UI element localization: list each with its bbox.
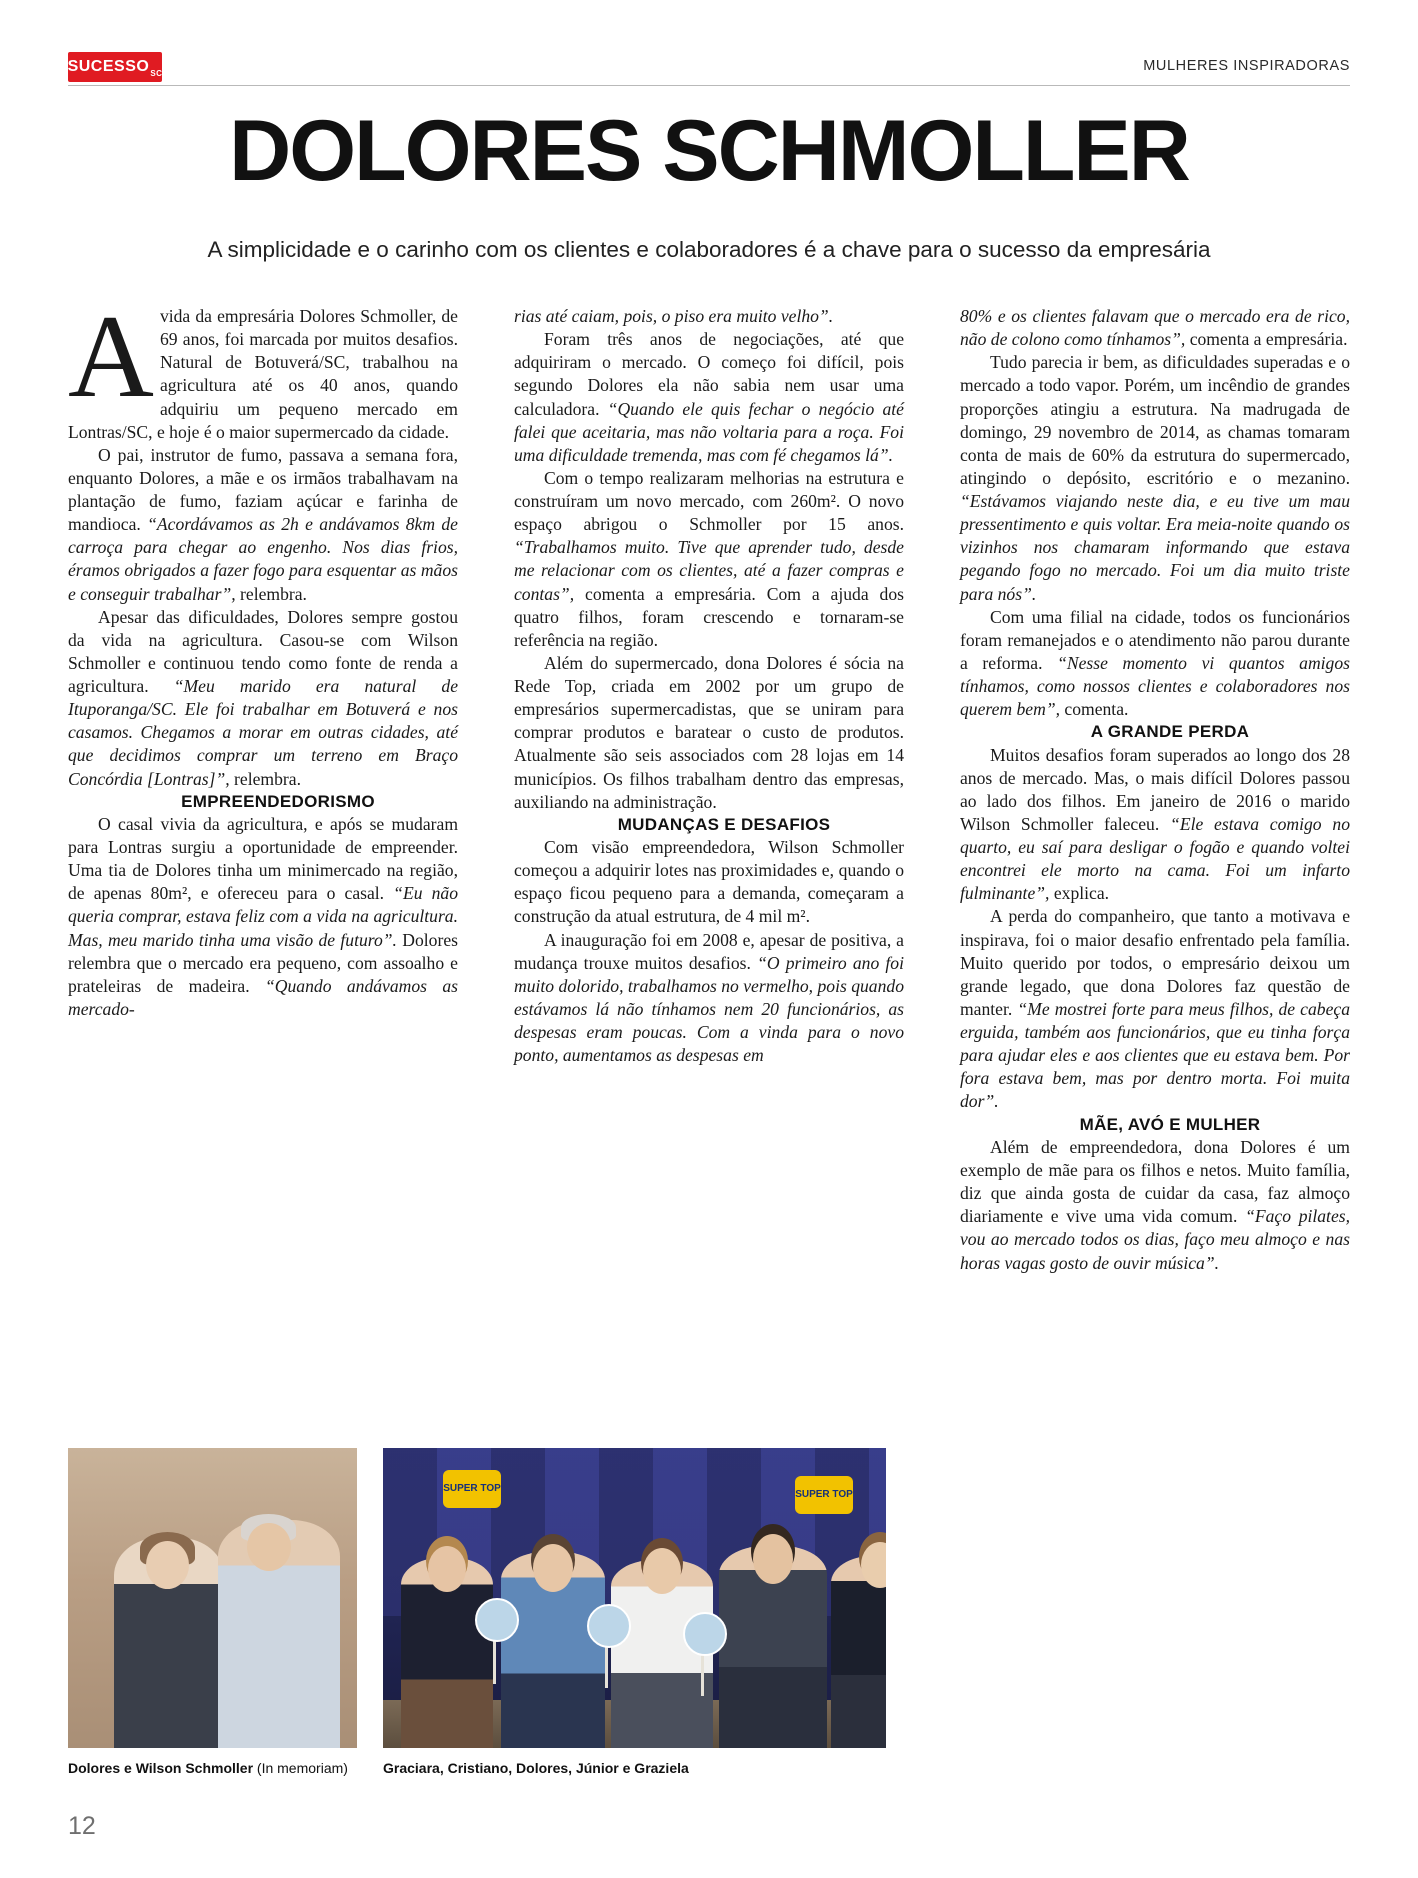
- quote-text: “Nesse momento vi quantos amigos tínhamos, como nossos clientes e colaboradores nos querem bem”,: [960, 652, 1350, 720]
- paragraph-text: comenta a empresária. Com a ajuda dos quatro filhos, foram crescendo e tornaram-se referência na região.: [514, 583, 904, 650]
- photo-caption-2: [383, 1760, 903, 1776]
- paragraph-text: comenta.: [1060, 699, 1129, 720]
- page-title: DOLORES SCHMOLLER: [229, 103, 1189, 199]
- photo-head-3: [643, 1548, 681, 1594]
- paragraph: [960, 305, 1350, 351]
- quote-text: “Me mostrei forte para meus filhos, de cabeça erguida, também aos funcionários, que eu tinha força para ajudar eles e aos clientes que eu estava bem. Por fora estava bem, mas por dentro morta. Foi muita dor”.: [960, 998, 1350, 1112]
- paragraph-text: Dolores relembra que o mercado era pequeno, com assoalho e prateleiras de madeira.: [68, 929, 458, 996]
- photo-face-left: [146, 1541, 189, 1589]
- masthead: [68, 52, 1350, 86]
- logo-text: SUCESSO: [67, 58, 150, 75]
- paragraph-text: O pai, instrutor de fumo, passava a semana fora, enquanto Dolores, a mãe e os irmãos trabalhavam na plantação de fumo, faziam açúcar e farinha de mandioca.: [68, 444, 458, 535]
- paragraph-text: Muitos desafios foram superados ao longo dos 28 anos de mercado. Mas, o mais difícil Dolores passou ao lado dos filhos. Em janeiro de 2016 o marido Wilson Schmoller faleceu.: [960, 744, 1350, 834]
- section-heading-mudancas: MUDANÇAS E DESAFIOS: [617, 814, 831, 834]
- section-heading-empreendedorismo: EMPREENDEDORISMO: [181, 791, 375, 811]
- logo-label: SUPER TOP: [795, 1489, 853, 1500]
- quote-text: “Estávamos viajando neste dia, e eu tive um mau pressentimento e quis voltar. Era meia-noite quando os vizinhos nos chamaram informando que estava pegando fogo no mercado. Foi um dia muito triste para nós”.: [960, 491, 1350, 604]
- quote-text: “Eu não queria comprar, estava feliz com a vida na agricultura. Mas, meu marido tinha uma visão de futuro”.: [68, 883, 458, 950]
- paragraph: [514, 467, 904, 652]
- caption-names: Graciara, Cristiano, Dolores, Júnior e Graziela: [383, 1760, 689, 1776]
- paragraph: [960, 744, 1350, 906]
- section-label: MULHERES INSPIRADORAS: [1143, 58, 1350, 74]
- paragraph-text: O casal vivia da agricultura, e após se mudaram para Lontras surgiu a oportunidade de empreender. Uma tia de Dolores tinha um minimercado na região, de apenas 80m², e ofereceu para o casal.: [68, 813, 458, 904]
- paragraph: [514, 328, 904, 467]
- paragraph-text: vida da empresária Dolores Schmoller, de 69 anos, foi marcada por muitos desafios. Natural de Botuverá/SC, trabalhou na agricultura até os 40 anos, quando adquiriu um pequeno mercado em Lontras/SC, e hoje é o maior supermercado da cidade.: [68, 306, 458, 442]
- quote-text: “Ele estava comigo no quarto, eu saí para desligar o fogão e quando voltei encontrei ele morto na cama. Foi um infarto fulminante”,: [960, 813, 1350, 904]
- photo-head-4: [753, 1534, 793, 1584]
- paragraph-text: Tudo parecia ir bem, as dificuldades superadas e o mercado a todo vapor. Porém, um incêndio de grandes proporções atingiu a estrutura. Na madrugada de domingo, 29 novembro de 2014, as chamas tomaram conta de mais de 60% da estrutura do supermercado, atingindo o depósito, escritório e o mezanino.: [960, 352, 1350, 488]
- quote-text: “Quando ele quis fechar o negócio até falei que aceitaria, mas não voltaria para a roça. Foi uma dificuldade tremenda, mas com fé chegamos lá”.: [514, 398, 904, 465]
- paragraph-text: Foram três anos de negociações, até que adquiriram o mercado. O começo foi difícil, pois segundo Dolores ela não sabia nem usar uma calculadora.: [514, 329, 904, 419]
- photo-caption-1: [68, 1760, 368, 1776]
- quote-text: “Quando andávamos as mercado-: [68, 975, 458, 1019]
- caption-note: (In memoriam): [253, 1760, 348, 1776]
- paragraph: [960, 351, 1350, 605]
- paragraph-text: Além do supermercado, dona Dolores é sócia na Rede Top, criada em 2002 por um grupo de empresários supermercadistas, que se uniram para comprar produtos e baratear o custo de produtos. Atualmente são seis associados com 28 lojas em 14 municípios. Os filhos trabalham dentro das empresas, auxiliando na administração.: [514, 652, 904, 812]
- section-heading-mae-avo-mulher: MÃE, AVÓ E MULHER: [1079, 1114, 1261, 1134]
- article-column-1: [68, 290, 458, 1021]
- quote-text: 80% e os clientes falavam que o mercado era de rico, não de colono como tínhamos”,: [960, 306, 1350, 350]
- quote-text: “O primeiro ano foi muito dolorido, trabalhamos no vermelho, pois quando estávamos lá não tínhamos nem 20 funcionários, as despesas eram poucas. Com a vinda para o novo ponto, aumentamos as despesas em: [514, 952, 904, 1066]
- paragraph: [514, 836, 904, 929]
- article-column-2: [514, 305, 904, 1067]
- photo-prop-sign-3: [683, 1612, 727, 1656]
- sucesso-logo: [68, 52, 162, 82]
- paragraph: [960, 905, 1350, 1113]
- photo-family-group: [383, 1448, 886, 1748]
- photo-prop-sign-1: [475, 1598, 519, 1642]
- logo-subtext: SC: [150, 69, 163, 78]
- photo-head-2: [533, 1544, 573, 1592]
- paragraph: [68, 813, 458, 1021]
- drop-cap: A: [68, 290, 154, 422]
- paragraph-text: Com uma filial na cidade, todos os funcionários foram remanejados e o atendimento não parou durante a reforma.: [960, 606, 1350, 673]
- paragraph: [514, 305, 904, 328]
- header-divider: [68, 85, 1350, 86]
- paragraph-text: Apesar das dificuldades, Dolores sempre gostou da vida na agricultura. Casou-se com Wilson Schmoller e continuou tendo como fonte de renda a agricultura.: [68, 606, 458, 696]
- paragraph: [514, 929, 904, 1068]
- photo-dolores-wilson: [68, 1448, 357, 1748]
- paragraph: [68, 444, 458, 606]
- paragraph-text: Com o tempo realizaram melhorias na estrutura e construíram um novo mercado, com 260m². O novo espaço abrigou o Schmoller por 15 anos.: [514, 467, 904, 535]
- article-column-3: [960, 305, 1350, 1275]
- paragraph-text: relembra.: [235, 583, 307, 604]
- paragraph: [68, 290, 458, 444]
- quote-text: “Faço pilates, vou ao mercado todos os dias, faço meu almoço e nas horas vagas gosto de ouvir música”.: [960, 1206, 1351, 1273]
- quote-text: rias até caiam, pois, o piso era muito velho”.: [514, 306, 834, 326]
- super-top-logo-right: [795, 1476, 853, 1514]
- paragraph: [960, 606, 1350, 722]
- paragraph: [68, 606, 458, 791]
- paragraph-text: explica.: [1049, 883, 1110, 904]
- paragraph-text: Além de empreendedora, dona Dolores é um exemplo de mãe para os filhos e netos. Muito família, diz que ainda gosta de cuidar da casa, faz almoço diariamente e vive uma vida comum.: [960, 1136, 1350, 1227]
- page-number: 12: [68, 1812, 96, 1840]
- caption-names: Dolores e Wilson Schmoller: [68, 1760, 254, 1776]
- super-top-logo-left: [443, 1470, 501, 1508]
- photo-head-1: [428, 1546, 466, 1592]
- page-subtitle: A simplicidade e o carinho com os clientes e colaboradores é a chave para o sucesso da empresária: [207, 237, 1211, 262]
- paragraph-text: A perda do companheiro, que tanto a motivava e inspirava, foi o maior desafio enfrentado pela família. Muito querido por todos, o empresário deixou um grande legado, que dona Dolores faz questão de manter.: [960, 906, 1350, 1019]
- section-heading-grande-perda: A GRANDE PERDA: [1090, 722, 1250, 742]
- quote-text: “Acordávamos as 2h e andávamos 8km de carroça para chegar ao engenho. Nos dias frios, éramos obrigados a fazer fogo para esquentar as mãos e conseguir trabalhar”,: [68, 514, 458, 604]
- quote-text: “Meu marido era natural de Ituporanga/SC. Ele foi trabalhar em Botuverá e nos casamos. Chegamos a morar em outras cidades, até que decidimos comprar um terreno em Braço Concórdia [Lontras]”,: [68, 676, 458, 789]
- paragraph-text: A inauguração foi em 2008 e, apesar de positiva, a mudança trouxe muitos desafios.: [514, 929, 904, 973]
- photo-face-right: [247, 1523, 290, 1571]
- paragraph-text: Com visão empreendedora, Wilson Schmoller começou a adquirir lotes nas proximidades e, quando o espaço ficou pequeno para a demanda, começaram a construção da atual estrutura, de 4 mil m².: [514, 837, 904, 927]
- paragraph: [960, 1136, 1350, 1275]
- paragraph-text: relembra.: [229, 768, 301, 789]
- photo-prop-sign-2: [587, 1604, 631, 1648]
- paragraph-text: comenta a empresária.: [1185, 329, 1348, 350]
- quote-text: “Trabalhamos muito. Tive que aprender tudo, desde me relacionar com os clientes, até a fazer compras e contas”,: [514, 537, 904, 604]
- logo-label: SUPER TOP: [443, 1483, 501, 1494]
- paragraph: [514, 652, 904, 814]
